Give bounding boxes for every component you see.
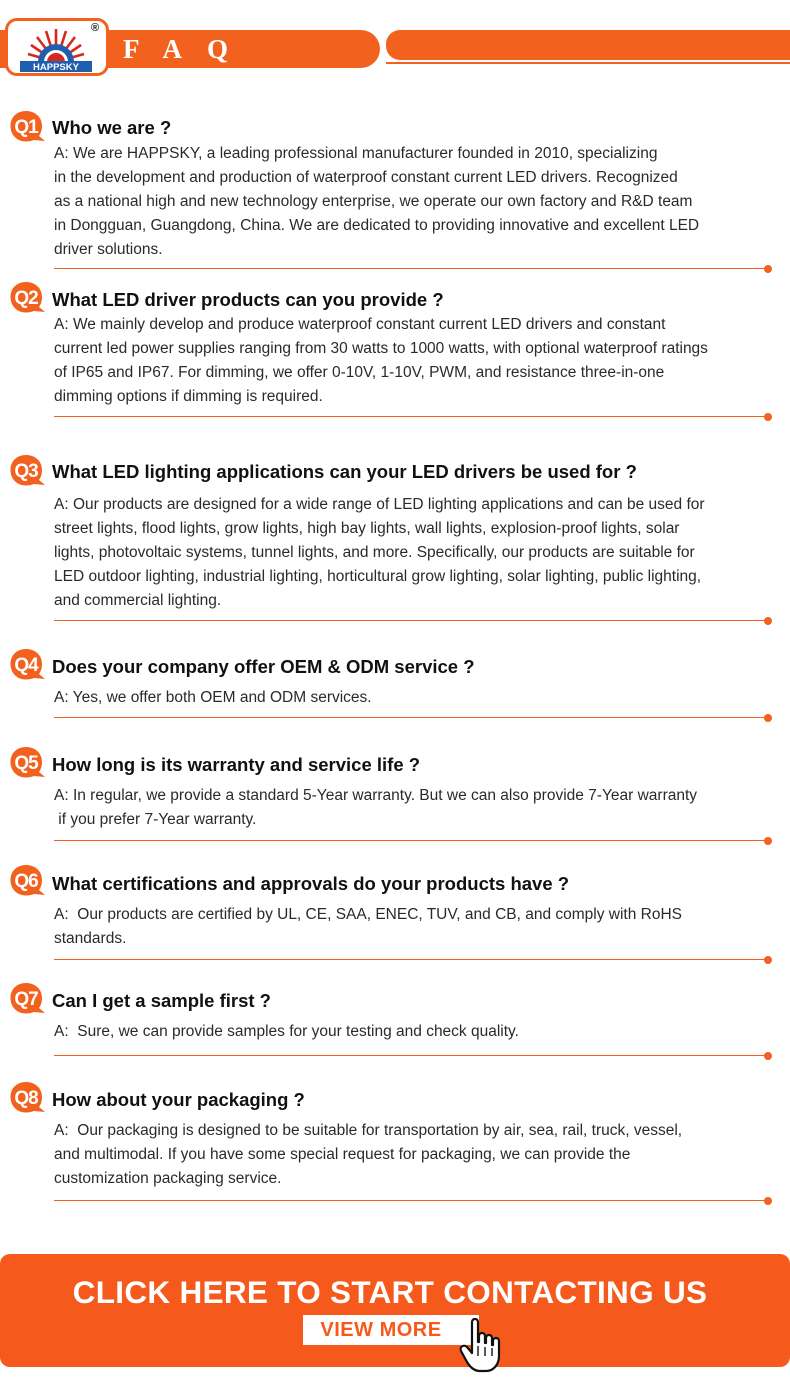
question-title: How about your packaging ? bbox=[52, 1089, 305, 1110]
divider-line bbox=[54, 717, 768, 718]
header-accent-bar bbox=[386, 30, 790, 60]
question-badge bbox=[10, 982, 46, 1014]
answer-line: LED outdoor lighting, industrial lighting, horticultural grow lighting, solar lighting, public lighting, bbox=[54, 568, 702, 585]
question-title: How long is its warranty and service life ? bbox=[52, 754, 421, 775]
registered-mark: ® bbox=[91, 22, 100, 34]
divider-dot bbox=[764, 265, 772, 273]
answer-line: current led power supplies ranging from 30 watts to 1000 watts, with optional waterproof ratings bbox=[54, 340, 708, 357]
answer-line: A: Our products are certified by UL, CE, SAA, ENEC, TUV, and CB, and comply with RoHS bbox=[54, 906, 683, 923]
header-accent-line bbox=[386, 62, 790, 64]
question-badge-label: Q8 bbox=[14, 1088, 38, 1109]
hand-pointer-icon bbox=[458, 1316, 514, 1376]
question-badge-label: Q3 bbox=[14, 461, 38, 482]
question-badge bbox=[10, 1081, 46, 1113]
answer-line: of IP65 and IP67. For dimming, we offer 0-10V, 1-10V, PWM, and resistance three-in-one bbox=[54, 364, 665, 381]
sunburst-logo-icon bbox=[16, 24, 96, 72]
answer-line: driver solutions. bbox=[54, 241, 163, 258]
question-title: What LED lighting applications can your LED drivers be used for ? bbox=[52, 461, 637, 482]
answer-line: standards. bbox=[54, 930, 127, 947]
divider-line bbox=[54, 840, 768, 841]
answer-text bbox=[54, 313, 782, 409]
answer-text bbox=[54, 142, 782, 262]
divider-line bbox=[54, 1055, 768, 1056]
answer-text bbox=[54, 493, 782, 613]
divider-dot bbox=[764, 413, 772, 421]
answer-line: if you prefer 7-Year warranty. bbox=[54, 811, 257, 828]
divider-dot bbox=[764, 617, 772, 625]
answer-text bbox=[54, 686, 782, 710]
faq-header bbox=[0, 0, 790, 80]
answer-line: A: Sure, we can provide samples for your testing and check quality. bbox=[54, 1023, 519, 1040]
divider-dot bbox=[764, 956, 772, 964]
answer-line: customization packaging service. bbox=[54, 1170, 282, 1187]
divider-dot bbox=[764, 714, 772, 722]
answer-line: lights, photovoltaic systems, tunnel lights, and more. Specifically, our products are suitable for bbox=[54, 544, 695, 561]
question-badge-label: Q6 bbox=[14, 871, 38, 892]
answer-line: A: In regular, we provide a standard 5-Year warranty. But we can also provide 7-Year warranty bbox=[54, 787, 698, 804]
contact-heading[interactable]: CLICK HERE TO START CONTACTING US bbox=[72, 1274, 708, 1310]
answer-text bbox=[54, 903, 782, 951]
answer-line: and commercial lighting. bbox=[54, 592, 222, 609]
question-badge bbox=[10, 648, 46, 680]
answer-line: as a national high and new technology enterprise, we operate our own factory and R&D team bbox=[54, 193, 693, 210]
answer-line: A: Our packaging is designed to be suitable for transportation by air, sea, rail, truck, vessel, bbox=[54, 1122, 683, 1139]
answer-text bbox=[54, 784, 782, 832]
question-badge-label: Q2 bbox=[14, 288, 38, 309]
answer-line: in Dongguan, Guangdong, China. We are dedicated to providing innovative and excellent LED bbox=[54, 217, 700, 234]
brand-logo bbox=[5, 18, 109, 76]
question-badge-label: Q1 bbox=[14, 117, 38, 138]
page-title: FAQ bbox=[123, 34, 253, 64]
question-title: What certifications and approvals do your products have ? bbox=[52, 873, 570, 894]
question-title: Does your company offer OEM & ODM service ? bbox=[52, 656, 475, 677]
question-badge bbox=[10, 454, 46, 486]
question-title: What LED driver products can you provide ? bbox=[52, 289, 444, 310]
answer-line: A: Our products are designed for a wide range of LED lighting applications and can be used for bbox=[54, 496, 705, 513]
divider-line bbox=[54, 959, 768, 960]
divider-line bbox=[54, 268, 768, 269]
view-more-button[interactable]: VIEW MORE bbox=[303, 1315, 479, 1345]
answer-line: A: Yes, we offer both OEM and ODM services. bbox=[54, 689, 372, 706]
question-badge bbox=[10, 746, 46, 778]
answer-text bbox=[54, 1119, 782, 1191]
question-badge bbox=[10, 864, 46, 896]
divider-dot bbox=[764, 1052, 772, 1060]
question-badge-label: Q7 bbox=[14, 989, 38, 1010]
answer-line: A: We mainly develop and produce waterproof constant current LED drivers and constant bbox=[54, 316, 666, 333]
divider-line bbox=[54, 1200, 768, 1201]
divider-line bbox=[54, 416, 768, 417]
question-badge-label: Q4 bbox=[14, 655, 38, 676]
answer-line: and multimodal. If you have some special request for packaging, we can provide the bbox=[54, 1146, 631, 1163]
answer-text bbox=[54, 1020, 782, 1044]
answer-line: dimming options if dimming is required. bbox=[54, 388, 323, 405]
question-badge-label: Q5 bbox=[14, 753, 38, 774]
divider-line bbox=[54, 620, 768, 621]
answer-line: A: We are HAPPSKY, a leading professional manufacturer founded in 2010, specializing bbox=[54, 145, 658, 162]
answer-line: in the development and production of waterproof constant current LED drivers. Recognized bbox=[54, 169, 678, 186]
question-title: Can I get a sample first ? bbox=[52, 990, 271, 1011]
question-badge bbox=[10, 281, 46, 313]
contact-banner[interactable] bbox=[0, 1254, 790, 1367]
logo-text: HAPPSKY bbox=[33, 62, 79, 72]
divider-dot bbox=[764, 837, 772, 845]
divider-dot bbox=[764, 1197, 772, 1205]
question-title: Who we are ? bbox=[52, 117, 172, 138]
question-badge bbox=[10, 110, 46, 142]
answer-line: street lights, flood lights, grow lights, high bay lights, wall lights, explosion-proof lights, solar bbox=[54, 520, 680, 537]
